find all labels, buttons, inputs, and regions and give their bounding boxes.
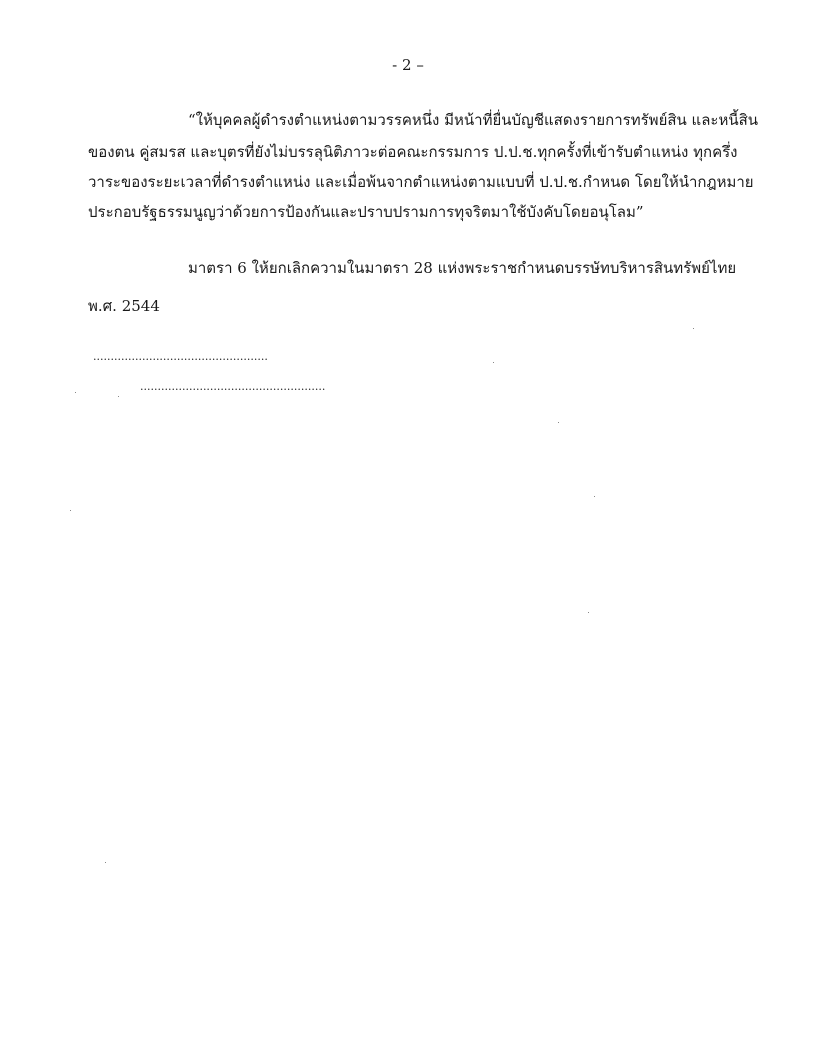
scan-speck <box>118 396 119 397</box>
scan-speck <box>594 496 595 497</box>
scan-speck <box>693 328 694 329</box>
scan-speck <box>75 392 76 393</box>
section-line-1: มาตรา 6 ให้ยกเลิกความในมาตรา 28 แห่งพระราชกำหนดบรรษัทบริหารสินทรัพย์ไทย <box>188 259 737 277</box>
signature-dotted-line-2: ..................................................... <box>140 380 326 393</box>
scan-speck <box>588 612 589 613</box>
section-line-2: พ.ศ. 2544 <box>88 297 160 315</box>
scan-speck <box>105 862 106 863</box>
signature-dotted-line-1: .................................................. <box>93 350 268 363</box>
quote-line-2: ของตน คู่สมรส และบุตรที่ยังไม่บรรลุนิติภาวะต่อคณะกรรมการ ป.ป.ช.ทุกครั้งที่เข้ารับตำแหน่ง ทุกครึ่ง <box>88 143 738 161</box>
scan-speck <box>493 362 494 363</box>
quote-line-4: ประกอบรัฐธรรมนูญว่าด้วยการป้องกันและปราบปรามการทุจริตมาใช้บังคับโดยอนุโลม” <box>88 203 644 221</box>
quote-line-3: วาระของระยะเวลาที่ดำรงตำแหน่ง และเมื่อพ้นจากตำแหน่งตามแบบที่ ป.ป.ช.กำหนด โดยให้นำกฎหมาย <box>88 173 754 191</box>
scan-speck <box>70 510 71 511</box>
quote-line-1: “ให้บุคคลผู้ดำรงตำแหน่งตามวรรคหนึ่ง มีหน้าที่ยื่นบัญชีแสดงรายการทรัพย์สิน และหนี้สิน <box>188 111 758 129</box>
page-number: - 2 – <box>392 56 424 74</box>
scan-speck <box>558 422 559 423</box>
